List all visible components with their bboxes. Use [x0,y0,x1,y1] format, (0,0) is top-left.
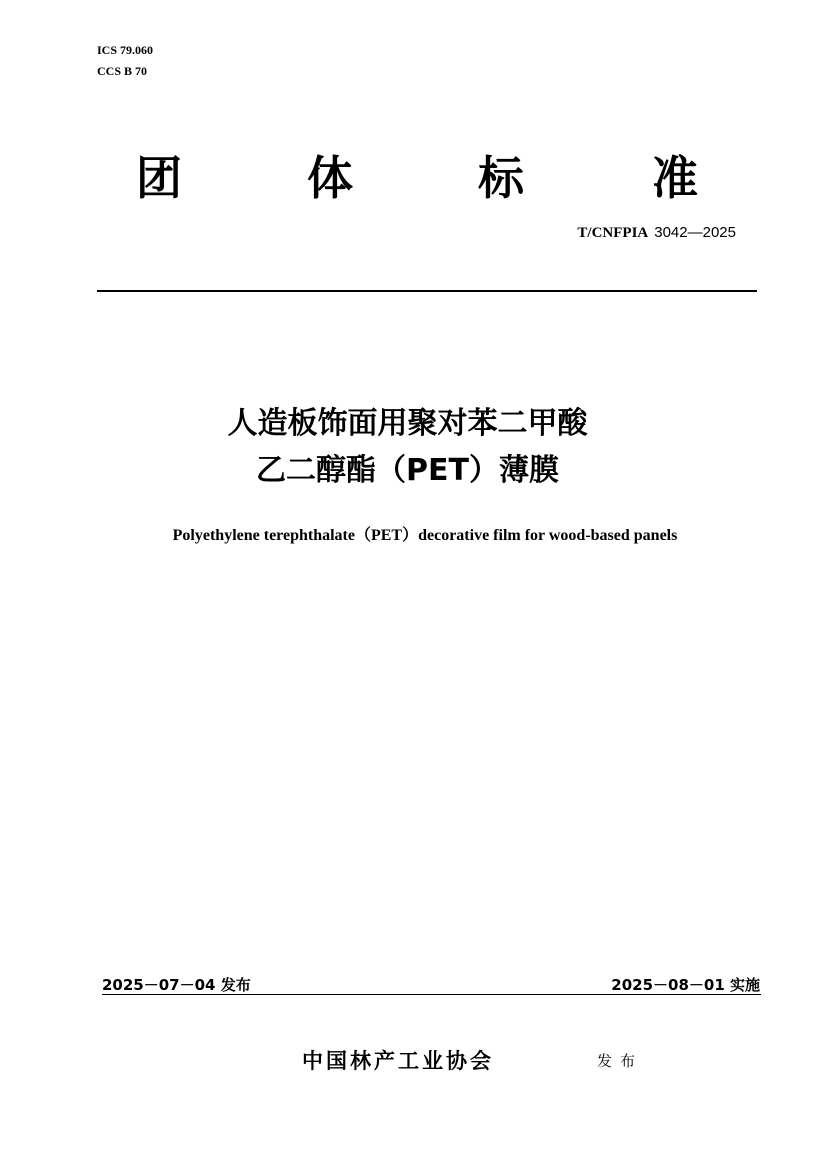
standard-type-char: 标 [478,151,524,205]
title-zh-line1: 人造板饰面用聚对苯二甲酸 [227,406,588,441]
standard-code: T/CNFPIA [577,225,649,241]
title-en: Polyethylene terephthalate（PET）decorative film for wood-based panels [172,527,678,544]
ccs-code: CCS B 70 [97,64,148,78]
standard-type-char: 体 [307,151,353,205]
publisher-name: 中国林产工业协会 [302,1049,494,1073]
standard-number [577,223,736,243]
standard-type-char: 团 [136,151,182,205]
ics-code: ICS 79.060 [97,43,154,57]
date-divider [102,994,761,995]
standard-number-value: 3042—2025 [654,224,736,241]
title-zh-line2: 乙二醇酯（PET）薄膜 [256,453,559,488]
standard-type-char: 准 [652,151,698,205]
header-divider [97,290,757,292]
implementation-date: 2025－08－01 实施 [611,976,760,994]
issue-date: 2025－07－04 发布 [102,976,251,994]
publish-label: 发布 [597,1052,644,1070]
